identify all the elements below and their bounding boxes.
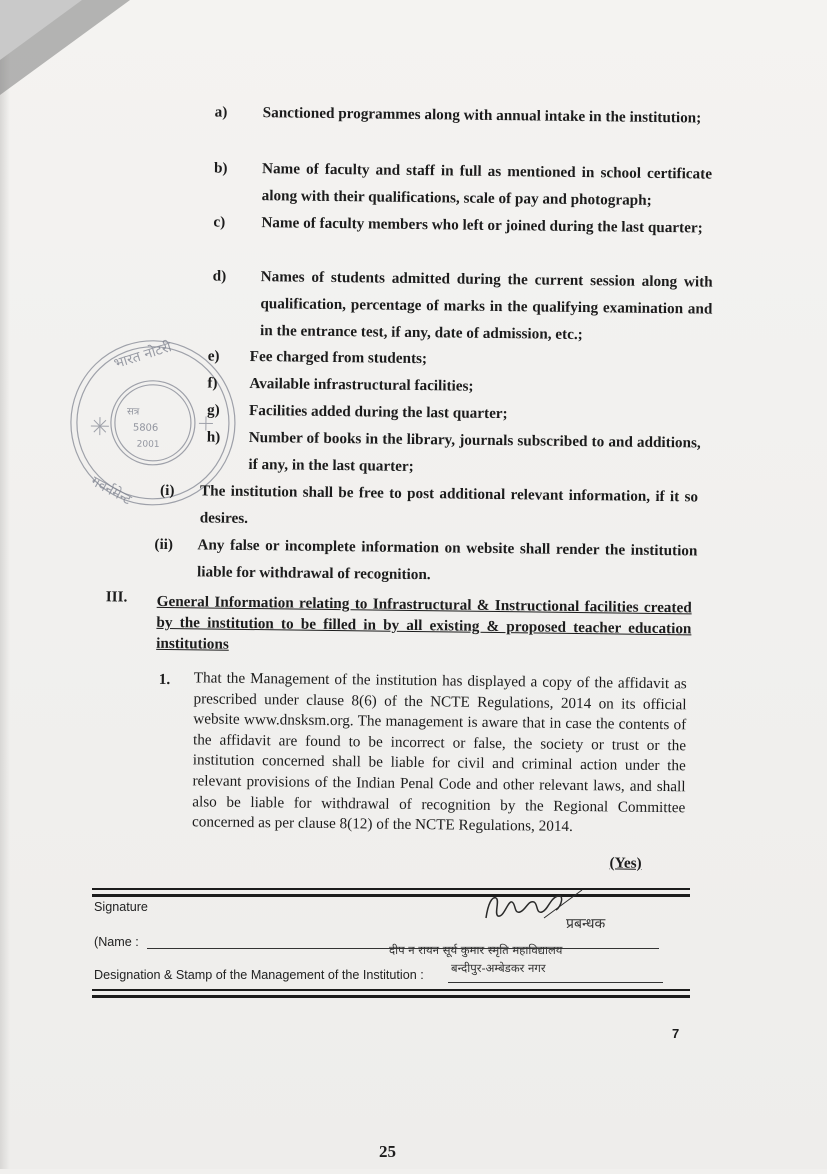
- top-rule: [92, 888, 690, 890]
- list-marker: g): [207, 396, 220, 423]
- list-text: Facilities added during the last quarter;: [249, 397, 699, 429]
- svg-text:5806: 5806: [133, 423, 159, 434]
- top-rule-thick: [92, 894, 690, 897]
- list-item-a: [215, 99, 715, 105]
- designation-label: Designation & Stamp of the Management of the Institution :: [94, 968, 424, 982]
- list-marker: b): [214, 155, 228, 182]
- list-marker: h): [207, 423, 221, 450]
- stamp-line-1: दीप न रायन सूर्य कुमार स्मृति महाविद्यालय: [389, 943, 562, 958]
- roman-marker: (i): [160, 477, 175, 504]
- list-item-d: [213, 263, 713, 269]
- paragraph-number: 1.: [159, 671, 171, 689]
- signature-block: [92, 888, 690, 1004]
- inner-page-number: 7: [672, 1026, 679, 1041]
- affidavit-paragraph: That the Management of the institution has displayed a copy of the affidavit as prescribed under clause 8(6) of the NCTE Regulations, 2014 on its official website www.dnsksm.org. The management is aware that in case the contents of the affidavit are found to be incorrect or false, the society or trust or the institution concerned shall be liable for civil and criminal action under the relevant provisions of the Indian Penal Code and other relevant laws, and shall also be liable for withdrawal of recognition by the Regional Committee concerned as per clause 8(12) of the NCTE Regulations, 2014.: [192, 668, 687, 839]
- list-text: Name of faculty and staff in full as mentioned in school certificate along with their qualifications, scale of pay and photograph;: [262, 155, 713, 214]
- list-marker: a): [215, 99, 228, 126]
- roman-marker: (ii): [154, 531, 173, 558]
- bottom-rule-thick: [92, 995, 690, 998]
- list-text: Fee charged from students;: [250, 343, 700, 375]
- list-text: Name of faculty members who left or joined during the last quarter;: [261, 209, 711, 241]
- list-text: Number of books in the library, journals subscribed to and additions, if any, in the last quarter;: [248, 424, 701, 484]
- name-label: (Name :: [94, 935, 139, 949]
- svg-text:गवर्नमेन्ट: गवर्नमेन्ट: [88, 473, 135, 509]
- signature-label: Signature: [94, 900, 148, 914]
- svg-text:2001: 2001: [137, 440, 160, 450]
- list-marker: c): [213, 209, 225, 236]
- roman-text: The institution shall be free to post additional relevant information, if it so desires.: [200, 477, 699, 537]
- list-marker: e): [208, 342, 220, 369]
- list-text: Names of students admitted during the current session along with qualification, percentage of marks in the qualifying examination and in the entrance test, if any, date of admission, etc.;: [260, 263, 713, 350]
- handwritten-signature: [478, 888, 588, 930]
- svg-text:सत्र: सत्र: [127, 406, 140, 417]
- stamp-line-2: बन्दीपुर-अम्बेडकर नगर: [451, 961, 546, 976]
- page-number: 25: [379, 1142, 396, 1162]
- svg-text:भारत नोटरी: भारत नोटरी: [112, 338, 174, 372]
- list-text: Available infrastructural facilities;: [249, 370, 699, 402]
- designation-line: [448, 982, 663, 983]
- bottom-rule: [92, 989, 690, 991]
- list-marker: f): [207, 369, 217, 396]
- roman-text: Any false or incomplete information on website shall render the institution liable for withdrawal of recognition.: [197, 531, 698, 591]
- list-item-b: [214, 155, 714, 161]
- section-heading: General Information relating to Infrastructural & Instructional facilities created by the institution to be filled in by all existing & proposed teacher education institutions: [156, 591, 692, 661]
- section-number: III.: [106, 588, 128, 606]
- stamp-title: प्रबन्धक: [566, 914, 605, 933]
- list-marker: d): [213, 263, 227, 290]
- list-text: Sanctioned programmes along with annual intake in the institution;: [263, 99, 713, 131]
- answer-yes: (Yes): [609, 854, 641, 872]
